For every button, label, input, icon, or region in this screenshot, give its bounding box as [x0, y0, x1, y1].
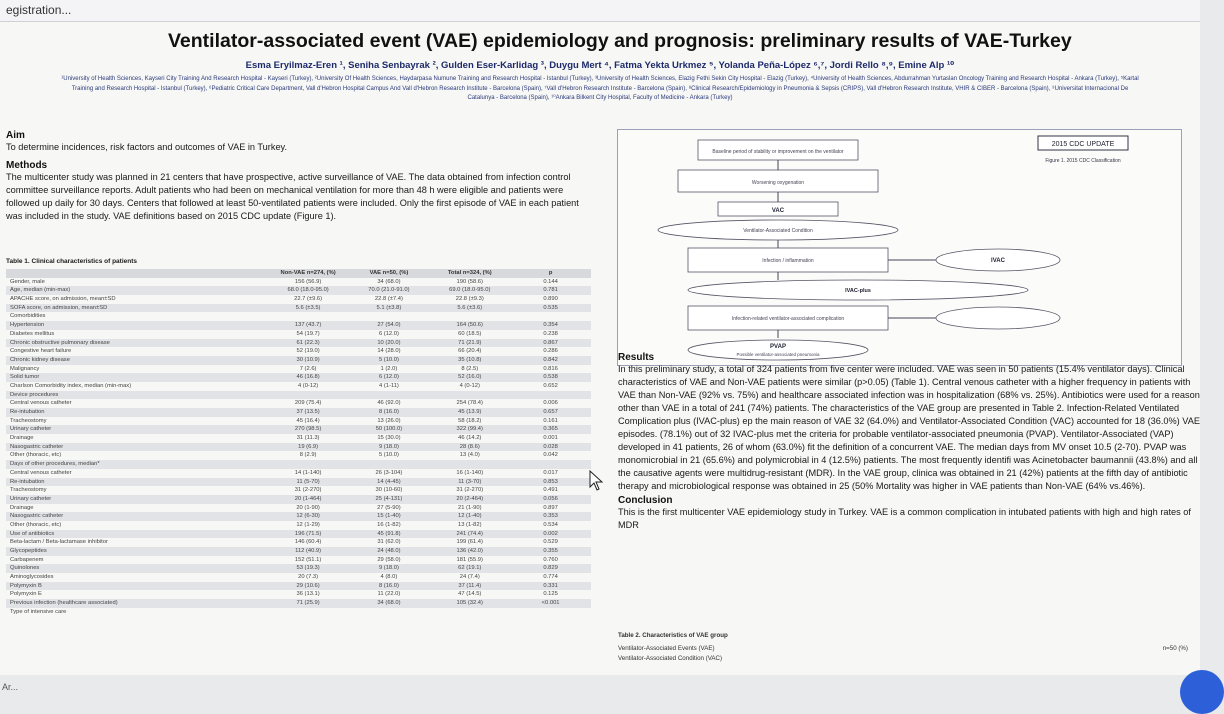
table-2-cell: Ventilator-Associated Events (VAE): [618, 645, 715, 652]
table-1-cell: 0.042: [543, 452, 558, 459]
table-1-header-cell: p: [548, 270, 553, 276]
table-1-cell: 14 (28.0): [377, 348, 401, 355]
table-1-cell: 37 (11.4): [458, 582, 482, 589]
table-1-cell: 137 (43.7): [294, 322, 322, 329]
table-1-cell: 4 (0-12): [459, 382, 480, 389]
table-1-cell: 13 (1-82): [457, 521, 482, 528]
table-1-cell: 9 (18.0): [378, 565, 399, 572]
table-1-cell: 190 (58.6): [456, 278, 483, 285]
table-1-cell: Nasogastric catheter: [10, 513, 64, 520]
table-1-row: [6, 530, 591, 539]
table-1-cell: 0.491: [543, 487, 558, 494]
table-1-cell: Beta-lactam / Beta-lactamase inhibitor: [10, 539, 108, 546]
conclusion-text: This is the first multicenter VAE epidemiology study in Turkey. VAE is a common complication in intubated patients with high and high rates of MDR: [618, 507, 1191, 530]
table-1-cell: 5 (10.0): [378, 452, 399, 459]
aim-heading: Aim: [6, 130, 25, 141]
table-1-cell: 209 (75.4): [294, 400, 322, 407]
table-1-cell: 1 (2.0): [380, 365, 398, 372]
table-1-cell: 0.331: [543, 582, 558, 589]
table-2-title: Table 2. Characteristics of VAE group: [618, 632, 728, 639]
table-1-cell: 0.829: [543, 565, 558, 572]
table-1-cell: 54 (19.7): [296, 330, 320, 337]
table-1-cell: 29 (10.6): [296, 582, 320, 589]
table-1-cell: 46 (14.2): [458, 435, 482, 442]
table-1-cell: Comorbidities: [10, 313, 46, 320]
table-1-row: [6, 382, 591, 391]
table-1-cell: 10 (20.0): [377, 339, 401, 346]
table-1-row: [6, 599, 591, 608]
table-1-cell: Drainage: [10, 504, 34, 511]
table-1-cell: 4 (1-11): [378, 382, 399, 389]
figure-box-label: 2015 CDC UPDATE: [1051, 141, 1115, 148]
table-1: [6, 258, 591, 678]
table-1-cell: 24 (48.0): [377, 548, 401, 554]
results-text: In this preliminary study, a total of 324 patients from five center were included. VAE was seen in 50 patients (15.4% ventilator days). Clinical characteristics of VAE and Non-VAE patients were similar (p>0.05) (Table 1). Central venous catheter with a higher frequency in patients with VAE than Non-VAE (92% vs. 75%) and healthcare associated infection was in hospitalization (68% vs. 25%). Antibiotics were used for a reason other than VAE in a total of 241 (74%) patients. The characteristics of the VAE group are presented in Table 2. Infection-Related Ventilated Complication plus (IVAC-plus) ep the main reason of VAE 32 (64.0%) and Ventilator-Associated Condition (VAC) accounted for 18 (36.0%) VAE episodes. (78.1%) out of 32 IVAC-plus met the criteria for probable ventilator-associated pneumonia (PVAP). Ventilator-Associated (VAP) developed in 41 patients, 26 of whom (63.0%) fit the definition of a concurrent VAE. The median days from MV onset 10.5 (2-70). PVAP was monomicrobial in 21 (65.6%) and polymicrobial in 4 (12.5%) patients. The most frequently identifi was Acinetobacter baumannii (43.8%) and all the causative agents were multidrug-resistant (MDR). In the VAE group, clinica was obtained in 21 (42%) patients at the fifth day of antibiotic therapy and microbiological response was obtained in 25 (50% Mortality was higher in VAE patients than Non-VAE (64% vs.46%).: [618, 364, 1200, 491]
table-1-header-row: [6, 269, 591, 278]
table-1-cell: 46 (92.0): [377, 400, 401, 407]
table-1-cell: Other (thoracic, etc): [10, 521, 62, 528]
methods-heading: Methods: [6, 160, 48, 171]
poster-title: Ventilator-associated event (VAE) epidemiology and prognosis: preliminary results of VAE-Turkey: [168, 30, 1072, 52]
table-1-row: [6, 512, 591, 521]
table-1-cell: 11 (22.0): [377, 591, 401, 598]
table-1-cell: Quinolones: [10, 565, 40, 572]
table-2-row: [618, 655, 1188, 665]
table-1-cell: 29 (58.0): [377, 556, 401, 563]
table-1-header-cell: [6, 269, 268, 278]
table-1-row: [6, 478, 591, 487]
table-1-cell: 31 (11.3): [296, 435, 320, 442]
table-1-cell: 9 (18.0): [378, 443, 399, 450]
table-1-cell: 0.353: [543, 513, 558, 520]
table-1-cell: Urinary catheter: [10, 426, 52, 433]
table-1-cell: 199 (61.4): [456, 539, 483, 546]
table-1-cell: 0.365: [543, 426, 558, 433]
table-1-row: [6, 573, 591, 582]
table-1-cell: 0.652: [543, 382, 558, 389]
table-1-cell: 27 (54.0): [377, 322, 401, 329]
table-1-cell: [268, 460, 349, 469]
table-1-cell: 31 (62.0): [377, 539, 401, 546]
table-1-cell: 0.816: [543, 365, 558, 372]
table-1-cell: 19 (6.9): [298, 443, 319, 450]
table-1-cell: 21 (1-90): [457, 504, 482, 511]
table-1-cell: 12 (1-29): [296, 521, 320, 528]
table-1-cell: Urinary catheter: [10, 495, 52, 502]
table-1-cell: 58 (18.2): [458, 417, 482, 424]
tab-title[interactable]: egistration...: [6, 3, 72, 17]
figure-caption: Figure 1. 2015 CDC Classification: [1045, 158, 1121, 164]
table-1-cell: 0.853: [543, 478, 558, 485]
fig-step-8: PVAP: [770, 344, 786, 350]
table-1-row: [6, 295, 591, 304]
table-1-cell: [268, 391, 349, 400]
table-1-cell: [510, 460, 591, 469]
table-1-cell: 36 (13.1): [296, 591, 320, 598]
table-1-cell: 61 (22.3): [296, 339, 320, 346]
table-1-cell: 8 (16.0): [378, 582, 399, 589]
right-column: [618, 352, 1200, 532]
table-1-cell: 0.028: [543, 443, 558, 450]
table-1-cell: 20 (2-464): [456, 495, 484, 502]
table-1-cell: 68.0 (18.0-95.0): [287, 287, 329, 294]
table-1-row: [6, 556, 591, 565]
table-1-cell: 62 (19.1): [458, 565, 482, 572]
table-1-cell: Diabetes mellitus: [10, 330, 55, 337]
table-1-row: [6, 564, 591, 573]
table-2-cell: Ventilator-Associated Condition (VAC): [618, 655, 723, 662]
table-1-cell: 45 (91.8): [377, 530, 401, 537]
fig-step-2: VAC: [771, 208, 785, 214]
table-1-cell: 164 (50.6): [456, 322, 483, 329]
table-1-cell: 152 (51.1): [294, 556, 322, 563]
table-1-cell: 7 (2.6): [299, 365, 317, 372]
table-2-header-right: n=50 (%): [1162, 645, 1188, 652]
table-1-row: [6, 339, 591, 348]
table-2-row: [618, 645, 1188, 655]
table-1-cell: Aminoglycosides: [10, 574, 54, 581]
table-1-row: [6, 521, 591, 530]
table-1-cell: 30 (10-60): [375, 487, 403, 494]
table-1-row: [6, 469, 591, 478]
table-1-cell: 0.161: [543, 417, 558, 424]
table-1-cell: 28 (8.6): [459, 443, 480, 450]
table-1-cell: 136 (42.0): [456, 548, 483, 554]
table-1-cell: Previous infection (healthcare associated): [10, 600, 118, 607]
table-1-cell: 0.006: [543, 400, 558, 407]
table-1-cell: Congestive heart failure: [10, 348, 72, 355]
fig-step-4: Infection / inflammation: [762, 258, 814, 264]
table-1-cell: 0.760: [543, 556, 558, 563]
fig-step-5: IVAC: [991, 258, 1005, 264]
table-1-cell: 13 (4.0): [459, 452, 480, 459]
table-1-cell: 22.7 (±9.6): [294, 296, 323, 303]
table-1-cell: Malignancy: [10, 365, 40, 372]
table-1-cell: 0.890: [543, 296, 558, 303]
table-1-cell: SOFA score, on admission, mean±SD: [10, 304, 108, 311]
table-1-header-cell: VAE n=50, (%): [369, 270, 409, 276]
table-1-row: [6, 451, 591, 460]
table-1-row: [6, 321, 591, 330]
table-1-cell: 0.001: [543, 435, 558, 442]
table-1-row: [6, 356, 591, 365]
table-1-cell: 0.529: [543, 539, 558, 546]
methods-text: The multicenter study was planned in 21 centers that have prospective, active surveillance of VAE. The data obtained from infection control committee surveillance reports. Adult patients who had been on mechanical ventilation for more than 48 h were eligible and patients were followed up daily for 30 days. Centers that followed at least 50-ventilated patients were included. Only the first episode of VAE in each patient was included in the study. VAE definitions based on 2015 CDC update (Figure 1).: [6, 172, 579, 221]
table-1-cell: 5.1 (±3.8): [376, 304, 402, 311]
table-1-cell: [429, 608, 510, 617]
table-1-cell: 52 (19.0): [296, 348, 320, 355]
table-1-cell: Chronic kidney disease: [10, 356, 70, 363]
table-1-row: [6, 425, 591, 434]
table-1-header-cell: Non-VAE n=274, (%): [280, 270, 336, 276]
table-1-cell: 20 (7.3): [298, 574, 319, 581]
table-1-cell: 71 (25.9): [296, 600, 320, 607]
table-1-row: [6, 365, 591, 374]
table-1-row: [6, 608, 591, 617]
table-1-cell: 37 (13.5): [296, 409, 320, 415]
table-1-cell: 112 (40.9): [295, 548, 322, 554]
table-1-cell: 0.657: [543, 409, 558, 415]
table-1-cell: 6 (12.0): [378, 374, 399, 381]
table-1-cell: 5.6 (±3.6): [457, 304, 483, 311]
table-1-cell: 0.535: [543, 304, 558, 311]
table-1-cell: [349, 312, 430, 321]
bottom-label: Ar...: [2, 682, 19, 692]
table-1-cell: Days of other procedures, median*: [10, 461, 100, 468]
table-1-cell: 0.286: [543, 348, 558, 355]
table-1-row: [6, 547, 591, 556]
table-1-cell: [429, 391, 510, 400]
table-1-title: Table 1. Clinical characteristics of patients: [6, 258, 138, 265]
table-1-cell: Other (thoracic, etc): [10, 452, 62, 459]
poster-affiliations: ¹University of Health Sciences, Kayseri City Training And Research Hospital - Kayseri (Turkey), ²University Of Health Sciences, Haydarpasa Numune Training and Research Hospital - Istanbul (Turkey), ³University of Health Sciences, Elazig Fethi Sekin City Hospital - Elazig (Turkey), ⁴University of Health Sciences, Abdurrahman Yurtaslan Oncology Training and Research Hospital - Ankara (Turkey), ⁵Kartal Training and Research Hospital - Istanbul (Turkey), ⁶Pediatric Critical Care Department, Vall d'Hebron Hospital Campus And Vall d'Hebron Research Institute - Barcelona (Spain), ⁷Vall d'Hebron Research Institute - Barcelona (Spain), ⁸Clinical Research/Epidemiology in Pneumonia & Sepsis (CRIPS), Vall d'Hebron Research Institute, VHIR & CIBER - Barcelona (Spain), ⁹Universitat Internacional De Catalunya - Barcelona (Spain), ¹⁰Ankara Bilkent City Hospital, Faculty of Medicine - Ankara (Turkey): [61, 76, 1139, 101]
table-1-cell: 6 (12.0): [378, 330, 399, 337]
table-1-cell: 0.056: [543, 495, 558, 502]
table-1-cell: 8 (2.9): [299, 452, 317, 459]
table-1-cell: [429, 460, 510, 469]
table-1-cell: 12 (6-30): [296, 513, 320, 520]
table-1-cell: 25 (4-131): [375, 495, 403, 502]
table-1-row: [6, 504, 591, 513]
table-1-cell: 0.534: [543, 521, 558, 528]
table-1-cell: APACHE score, on admission, mean±SD: [10, 296, 116, 303]
table-1-row: [6, 312, 591, 321]
table-1-cell: 50 (100.0): [375, 426, 403, 433]
fig-step-0: Baseline period of stability or improvement on the ventilator: [712, 149, 844, 155]
fig-step-1: Worsening oxygenation: [751, 180, 805, 186]
table-1-cell: 0.354: [543, 322, 558, 329]
table-1-cell: 14 (4-45): [377, 478, 401, 485]
table-1-cell: Hypertension: [10, 322, 45, 329]
table-1-cell: Carbapenem: [10, 556, 44, 563]
table-1-cell: 8 (16.0): [378, 409, 399, 415]
table-1-cell: [429, 312, 510, 321]
table-1-cell: Central venous catheter: [10, 400, 72, 407]
table-1-cell: [349, 608, 430, 617]
table-1-cell: 45 (13.9): [458, 409, 482, 415]
table-1-cell: Central venous catheter: [10, 469, 72, 476]
table-1-cell: 46 (16.8): [296, 374, 320, 381]
table-1-cell: 196 (71.5): [294, 530, 322, 537]
table-1-cell: 16 (1-82): [377, 521, 401, 528]
table-1-row: [6, 286, 591, 295]
table-1-cell: 15 (1-40): [377, 513, 401, 520]
left-column: [6, 130, 591, 223]
table-1-cell: 24 (7.4): [459, 574, 480, 581]
table-1-cell: Polymyxin B: [10, 582, 42, 589]
table-1-cell: Use of antibiotics: [10, 530, 55, 537]
table-1-cell: Device procedures: [10, 391, 59, 398]
table-1-cell: 30 (10.9): [296, 356, 320, 363]
table-1-cell: 60 (18.5): [458, 330, 482, 337]
table-1-cell: 4 (0-12): [297, 382, 319, 389]
table-1-cell: 0.125: [543, 591, 558, 598]
results-heading: Results: [618, 352, 655, 363]
table-1-cell: Nasogastric catheter: [10, 443, 64, 450]
browser-tab-bar: [0, 0, 1200, 22]
table-1-row: [6, 304, 591, 313]
table-1-cell: 14 (1-140): [294, 469, 322, 476]
table-1-cell: [349, 391, 430, 400]
table-1-cell: 13 (26.0): [377, 417, 401, 424]
table-1-cell: 22.8 (±9.3): [455, 296, 484, 303]
table-1-cell: 0.781: [543, 287, 558, 294]
table-1-cell: 156 (56.9): [294, 278, 322, 285]
table-1-cell: 11 (3-70): [458, 478, 482, 485]
table-1-cell: 70.0 (21.0-91.0): [368, 287, 410, 294]
table-1-row: [6, 486, 591, 495]
table-1-row: [6, 495, 591, 504]
table-1-cell: 5 (10.0): [378, 356, 399, 363]
table-1-cell: 26 (3-104): [375, 469, 403, 476]
figure-1: [617, 129, 1182, 366]
table-1-cell: [510, 391, 591, 400]
table-1-cell: 12 (1-40): [457, 513, 482, 520]
fig-step-6: IVAC-plus: [845, 288, 871, 294]
table-1-cell: 0.238: [543, 330, 558, 337]
figure-1-flowchart: [618, 130, 1183, 367]
table-1-cell: 71 (21.9): [458, 339, 482, 346]
table-1-row: [6, 443, 591, 452]
table-1-cell: 254 (78.4): [456, 400, 483, 407]
table-1-row: [6, 330, 591, 339]
table-1-row: [6, 434, 591, 443]
table-1-cell: Charlson Comorbidity index, median (min-max): [10, 382, 132, 389]
table-1-cell: [349, 460, 430, 469]
fig-step-7: Infection-related ventilator-associated complication: [731, 316, 845, 322]
table-1-cell: 146 (60.4): [294, 539, 322, 546]
table-1-cell: 105 (32.4): [456, 600, 483, 607]
table-1-cell: 35 (10.8): [458, 356, 482, 363]
table-1-cell: 181 (55.9): [456, 556, 483, 563]
table-1-cell: Re-intubation: [10, 478, 45, 485]
table-1-header-cell: Total n=324, (%): [447, 270, 492, 276]
table-1-cell: Polymyxin E: [10, 591, 42, 598]
table-1-cell: 322 (99.4): [456, 426, 483, 433]
table-1-cell: [510, 608, 591, 617]
table-1-cell: [268, 312, 349, 321]
table-1-cell: Type of intensive care: [10, 608, 67, 615]
table-1-cell: 11 (5-70): [296, 478, 320, 485]
table-1-cell: Tracheostomy: [10, 417, 47, 424]
table-1-cell: [268, 608, 349, 617]
table-1-cell: 53 (19.3): [296, 565, 320, 572]
table-1-cell: 34 (68.0): [377, 278, 401, 285]
table-1-cell: 52 (16.0): [458, 374, 482, 381]
table-1-row: [6, 408, 591, 417]
table-1-row: [6, 582, 591, 591]
table-1-cell: Re-intubation: [10, 409, 45, 415]
table-1-cell: 8 (2.5): [461, 365, 479, 372]
table-1-cell: 270 (98.5): [294, 426, 322, 433]
table-1-cell: 31 (2-270): [456, 487, 484, 494]
table-1-cell: Age, median (min-max): [10, 287, 71, 294]
table-1-cell: 16 (1-140): [456, 469, 484, 476]
table-1-cell: 0.842: [543, 356, 558, 363]
aim-text: To determine incidences, risk factors and outcomes of VAE in Turkey.: [6, 142, 288, 152]
table-1-row: [6, 373, 591, 382]
table-1-cell: 66 (20.4): [458, 348, 482, 355]
table-1-cell: Solid tumor: [10, 374, 40, 381]
table-1-cell: Gender, male: [10, 278, 45, 285]
table-1-body: [6, 269, 591, 617]
table-1-cell: 31 (2-270): [294, 487, 322, 494]
table-1-cell: 45 (16.4): [296, 417, 320, 424]
table-1-cell: 22.8 (±7.4): [374, 296, 403, 303]
table-1-cell: 0.002: [543, 530, 558, 537]
table-1-cell: 0.774: [543, 574, 558, 581]
table-1-cell: 20 (1-90): [296, 504, 320, 511]
table-1-cell: 69.0 (18.0-95.0): [449, 287, 491, 294]
table-1-cell: 0.144: [543, 278, 558, 285]
table-1-row: [6, 417, 591, 426]
table-1-cell: 47 (14.5): [458, 591, 482, 598]
table-1-cell: Drainage: [10, 435, 34, 442]
table-1-cell: Glycopeptides: [10, 548, 47, 554]
table-1-cell: 27 (5-90): [377, 504, 401, 511]
table-1-cell: 5.6 (±3.5): [295, 304, 321, 311]
table-1-row: [6, 538, 591, 547]
table-1-cell: 0.017: [543, 469, 558, 476]
fig-step-3: Ventilator-Associated Condition: [743, 228, 813, 234]
table-1-cell: <0.001: [541, 600, 560, 607]
table-2: [618, 632, 1188, 665]
table-1-row: [6, 460, 591, 469]
table-1-cell: 241 (74.4): [456, 530, 483, 537]
table-1-row: [6, 347, 591, 356]
table-1-cell: [510, 312, 591, 321]
table-1-cell: 20 (1-464): [294, 495, 322, 502]
conclusion-heading: Conclusion: [618, 495, 673, 506]
table-1-row: [6, 278, 591, 287]
table-1-cell: 0.897: [543, 504, 558, 511]
table-1-cell: 34 (68.0): [377, 600, 401, 607]
poster: [0, 22, 1200, 692]
table-1-row: [6, 391, 591, 400]
mouse-cursor-icon: [589, 470, 605, 492]
fig-step-9: Possible ventilator-associated pneumonia: [736, 352, 820, 357]
table-1-cell: 0.867: [543, 339, 558, 346]
table-1-cell: Tracheostomy: [10, 487, 47, 494]
table-1-cell: Chronic obstructive pulmonary disease: [10, 339, 110, 346]
table-1-cell: 15 (30.0): [377, 435, 401, 442]
table-1-row: [6, 399, 591, 408]
table-1-cell: 4 (8.0): [380, 574, 398, 581]
table-1-row: [6, 590, 591, 599]
table-1-cell: 0.538: [543, 374, 558, 381]
poster-authors: Esma Eryilmaz-Eren ¹, Seniha Senbayrak ², Gulden Eser-Karlidag ³, Duygu Mert ⁴, Fatma Yekta Urkmez ⁵, Yolanda Peña-López ⁶,⁷, Jordi Rello ⁸,⁹, Emine Alp ¹⁰: [245, 60, 955, 71]
chat-bubble-icon[interactable]: [1180, 670, 1224, 714]
table-1-cell: 0.355: [543, 548, 558, 554]
